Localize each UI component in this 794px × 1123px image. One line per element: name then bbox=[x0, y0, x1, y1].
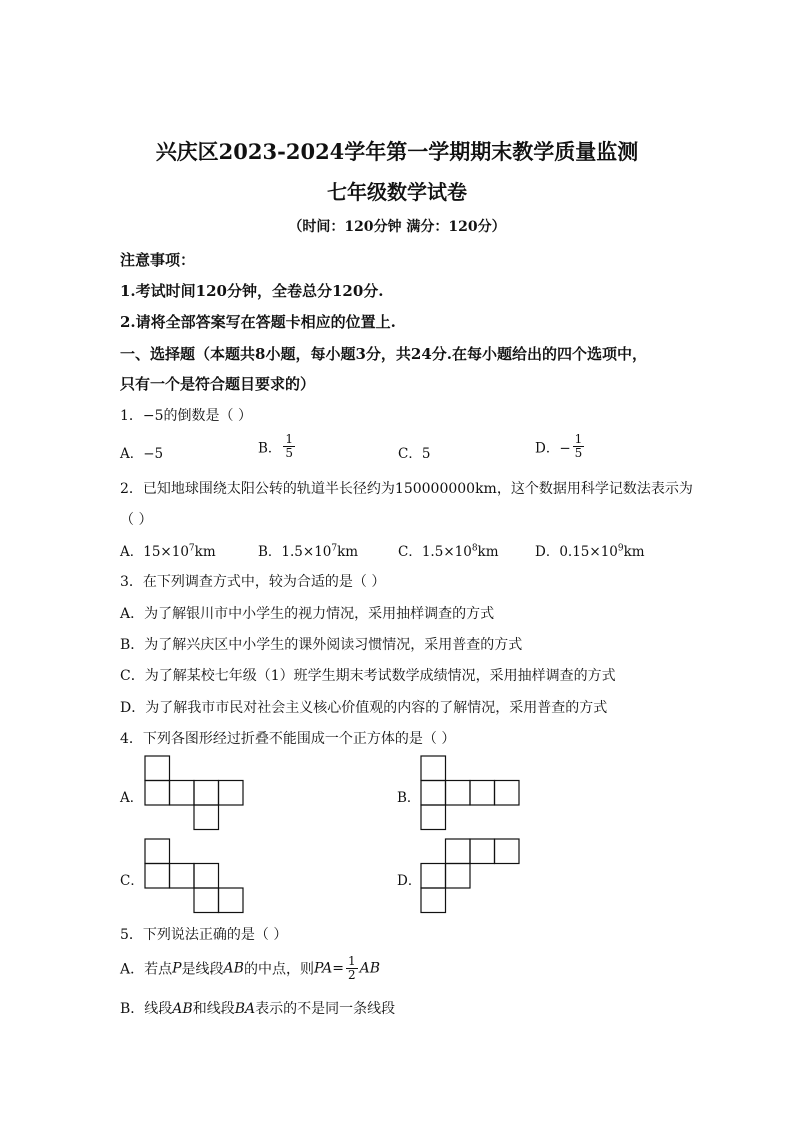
note-item: 2.请将全部答案写在答题卡相应的位置上. bbox=[120, 313, 396, 331]
cube-net-a bbox=[145, 756, 245, 831]
question-1-stem: 1．−5的倒数是（ ） bbox=[120, 408, 252, 424]
q4-option-a-label: A． bbox=[120, 790, 144, 806]
q2-option-c: C．$1.5\times 10^8km$ bbox=[398, 543, 499, 560]
q3-option-d: D．为了解我市市民对社会主义核心价值观的内容的了解情况，采用普查的方式 bbox=[120, 700, 608, 716]
q5-option-a: A．若点P是线段AB的中点，则PA= $\frac{1}{2}$ AB bbox=[120, 954, 380, 982]
question-3-stem: 3．在下列调查方式中，较为合适的是（ ） bbox=[120, 574, 386, 590]
net-square bbox=[145, 756, 170, 781]
note-item: 1.考试时间120分钟，全卷总分120分. bbox=[120, 282, 384, 300]
net-square bbox=[421, 864, 446, 889]
net-square bbox=[170, 864, 195, 889]
net-square bbox=[170, 781, 195, 806]
exam-subtitle: 七年级数学试卷 bbox=[327, 180, 467, 204]
notes-heading: 注意事项： bbox=[120, 251, 196, 269]
q2-option-b: B．$1.5\times 10^7km$ bbox=[258, 543, 359, 560]
q3-option-a: A．为了解银川市中小学生的视力情况，采用抽样调查的方式 bbox=[120, 606, 495, 622]
q3-option-c: C．为了解某校七年级（1）班学生期末考试数学成绩情况，采用抽样调查的方式 bbox=[120, 668, 616, 684]
net-square bbox=[446, 864, 471, 889]
net-square bbox=[194, 781, 219, 806]
net-square bbox=[470, 839, 495, 864]
q4-option-d-label: D． bbox=[397, 873, 422, 889]
section-heading: 一、选择题（本题共8小题，每小题3分，共24分.在每小题给出的四个选项中， bbox=[120, 345, 647, 363]
net-square bbox=[421, 888, 446, 913]
q3-option-b: B．为了解兴庆区中小学生的课外阅读习惯情况，采用普查的方式 bbox=[120, 637, 523, 653]
exam-info: （时间：120分钟 满分：120分） bbox=[288, 219, 506, 235]
net-square bbox=[495, 781, 520, 806]
q1-option-d: D．− $\frac{1}{5}$ bbox=[535, 432, 583, 460]
question-2-stem-cont: （ ） bbox=[120, 512, 153, 528]
q1-option-c: C．5 bbox=[398, 446, 431, 462]
net-square bbox=[145, 781, 170, 806]
question-4-stem: 4．下列各图形经过折叠不能围成一个正方体的是（ ） bbox=[120, 731, 456, 747]
q4-option-c-label: C． bbox=[120, 873, 144, 889]
q1-option-b: B． $\frac{1}{5}$ bbox=[258, 432, 294, 460]
q5-option-b: B．线段AB和线段BA表示的不是同一条线段 bbox=[120, 1001, 396, 1017]
net-square bbox=[421, 805, 446, 830]
cube-net-d bbox=[421, 839, 521, 914]
net-square bbox=[194, 864, 219, 889]
cube-net-c bbox=[145, 839, 245, 914]
net-square bbox=[145, 839, 170, 864]
net-square bbox=[470, 781, 495, 806]
q2-option-a: A．$15\times 10^7km$ bbox=[120, 543, 216, 560]
exam-title: 兴庆区2023-2024学年第一学期期末教学质量监测 bbox=[155, 139, 639, 164]
net-square bbox=[446, 839, 471, 864]
net-square bbox=[219, 888, 244, 913]
cube-net-b bbox=[421, 756, 521, 831]
net-square bbox=[446, 781, 471, 806]
net-square bbox=[145, 864, 170, 889]
question-5-stem: 5．下列说法正确的是（ ） bbox=[120, 927, 288, 943]
q2-option-d: D．$0.15\times 10^9km$ bbox=[535, 543, 645, 560]
net-square bbox=[421, 781, 446, 806]
net-square bbox=[421, 756, 446, 781]
question-2-stem: 2．已知地球围绕太阳公转的轨道半长径约为150000000km，这个数据用科学记数法表示为 bbox=[120, 481, 693, 497]
section-heading-cont: 只有一个是符合题目要求的） bbox=[120, 375, 316, 393]
net-square bbox=[495, 839, 520, 864]
q4-option-b-label: B． bbox=[397, 790, 421, 806]
q1-option-a: A．−5 bbox=[120, 446, 164, 462]
net-square bbox=[194, 805, 219, 830]
net-square bbox=[219, 781, 244, 806]
net-square bbox=[194, 888, 219, 913]
